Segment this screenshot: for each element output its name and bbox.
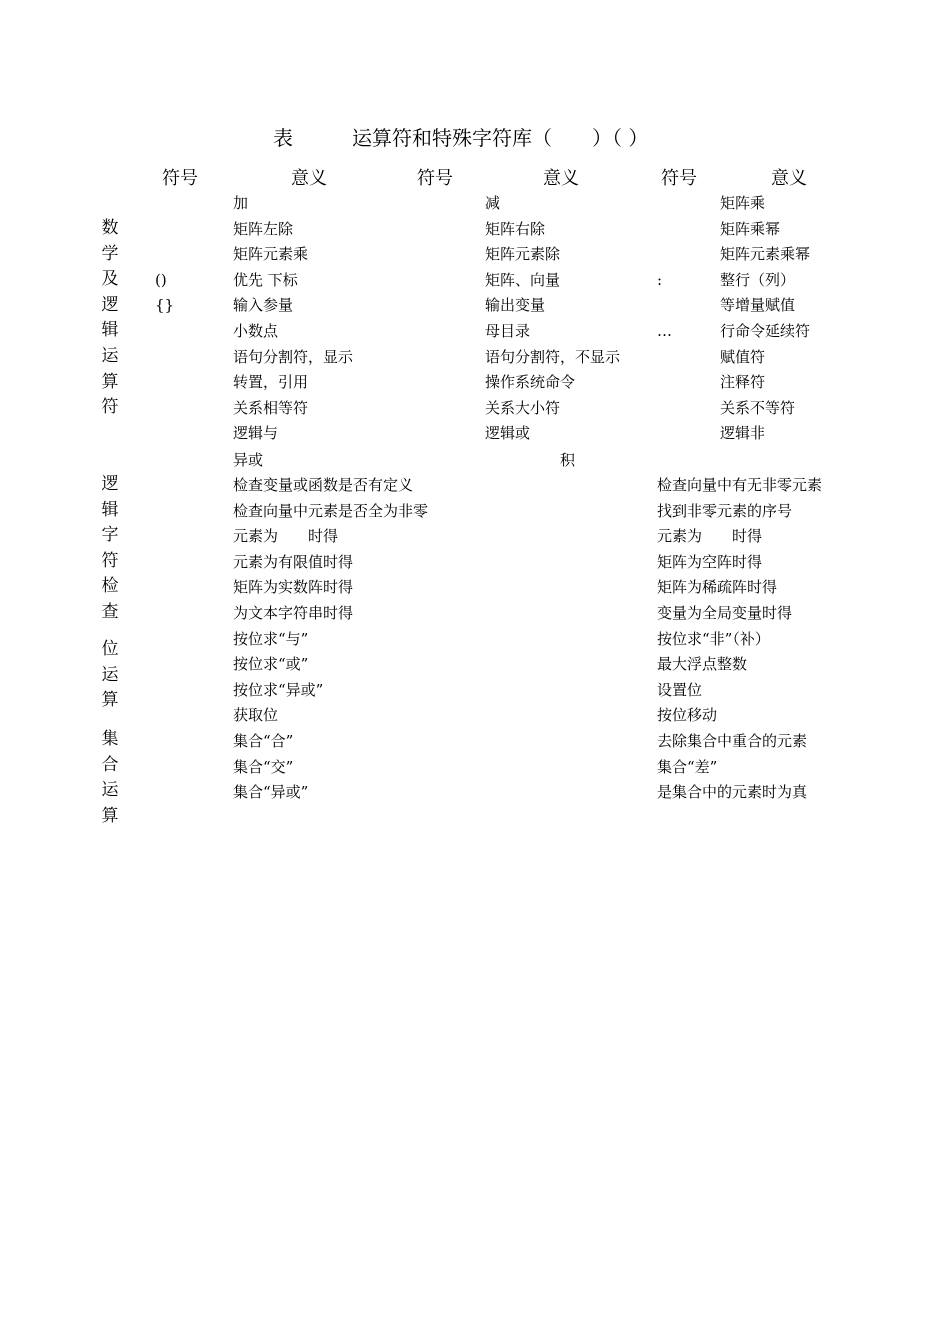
category-char: 算 — [101, 690, 119, 711]
operator-meaning: 矩阵元素乘 — [233, 245, 309, 264]
header-meaning-2: 意义 — [543, 168, 579, 189]
operator-meaning: 语句分割符，显示 — [233, 347, 354, 366]
function-description: 按位移动 — [657, 706, 718, 725]
operator-meaning: 小数点 — [233, 322, 279, 340]
function-description: 矩阵为空阵时得 — [657, 552, 763, 571]
operator-meaning: 加 — [233, 194, 249, 212]
function-description: 按位求“或” — [233, 655, 309, 674]
operator-product-meaning: 积 — [560, 451, 576, 469]
category-char: 逻 — [101, 294, 119, 315]
function-description: 矩阵为稀疏阵时得 — [657, 578, 778, 597]
category-char: 检 — [101, 576, 119, 597]
operator-meaning: 矩阵元素乘幂 — [720, 245, 811, 264]
function-description: 找到非零元素的序号 — [657, 501, 793, 520]
operator-symbol: () — [155, 270, 167, 289]
operator-symbol: {} — [155, 296, 175, 315]
operator-meaning: 等增量赋值 — [720, 296, 796, 315]
table-label: 表 — [273, 126, 293, 150]
operator-meaning: 赋值符 — [720, 347, 766, 366]
operator-symbol: : — [657, 270, 663, 289]
category-char: 及 — [101, 269, 119, 290]
function-description: 获取位 — [233, 706, 279, 725]
category-char: 运 — [101, 664, 119, 685]
header-symbol-1: 符号 — [162, 168, 198, 189]
category-char: 运 — [101, 345, 119, 366]
header-symbol-2: 符号 — [417, 168, 453, 189]
operator-meaning: 逻辑与 — [233, 424, 279, 443]
operator-meaning: 减 — [485, 194, 501, 212]
function-description: 检查变量或函数是否有定义 — [233, 476, 414, 494]
category-char: 运 — [101, 780, 119, 801]
operator-meaning: 矩阵元素除 — [485, 245, 561, 264]
operator-meaning: 矩阵左除 — [233, 219, 294, 238]
category-char: 逻 — [101, 474, 119, 494]
header-symbol-3: 符号 — [661, 168, 697, 189]
function-description: 为文本字符串时得 — [233, 604, 354, 622]
function-description: 检查向量中有无非零元素 — [657, 476, 823, 494]
header-meaning-1: 意义 — [291, 168, 327, 189]
operator-symbol: … — [657, 322, 672, 340]
operator-meaning: 逻辑非 — [720, 424, 766, 443]
operator-meaning: 逻辑或 — [485, 424, 531, 443]
function-description: 集合“合” — [233, 732, 294, 750]
table-title: 运算符和特殊字符库（ ）（ ） — [352, 126, 649, 150]
operator-meaning: 矩阵乘幂 — [720, 219, 781, 238]
category-char: 数 — [101, 218, 119, 238]
category-char: 算 — [101, 805, 119, 826]
function-description: 检查向量中元素是否全为非零 — [233, 501, 429, 520]
operator-meaning: 输出变量 — [485, 296, 546, 315]
category-logic-check — [98, 472, 122, 626]
category-char: 位 — [101, 639, 119, 659]
operator-meaning: 关系大小符 — [485, 398, 561, 417]
function-description: 去除集合中重合的元素 — [657, 732, 808, 750]
header-meaning-3: 意义 — [771, 168, 807, 189]
category-char: 学 — [101, 243, 119, 264]
operator-meaning: 语句分割符，不显示 — [485, 347, 621, 366]
category-char: 字 — [101, 525, 119, 546]
function-description: 集合“异或” — [233, 783, 309, 802]
operator-meaning: 注释符 — [720, 373, 766, 392]
operator-meaning: 矩阵乘 — [720, 194, 766, 212]
function-description: 是集合中的元素时为真 — [657, 783, 808, 802]
operator-meaning: 输入参量 — [233, 296, 294, 315]
operator-meaning: 关系不等符 — [720, 398, 796, 417]
category-char: 辑 — [101, 320, 119, 341]
operator-meaning: 整行（列） — [720, 270, 796, 289]
category-math-logic — [98, 216, 122, 421]
operator-meaning: 矩阵、向量 — [485, 270, 561, 289]
category-char: 合 — [101, 754, 119, 775]
function-description: 按位求“与” — [233, 629, 309, 648]
category-set-ops — [98, 727, 122, 829]
function-description: 设置位 — [657, 680, 703, 699]
operator-meaning: 转置，引用 — [233, 373, 309, 392]
category-char: 查 — [101, 601, 119, 622]
operator-meaning: 母目录 — [485, 322, 531, 340]
category-char: 集 — [101, 729, 119, 749]
category-char: 符 — [101, 550, 119, 571]
function-description: 矩阵为实数阵时得 — [233, 578, 354, 597]
operator-meaning: 行命令延续符 — [720, 322, 811, 340]
function-description: 最大浮点整数 — [657, 655, 748, 674]
category-char: 符 — [101, 397, 119, 418]
function-description: 变量为全局变量时得 — [657, 604, 793, 622]
operator-meaning: 操作系统命令 — [485, 373, 576, 392]
operator-meaning: 矩阵右除 — [485, 219, 546, 238]
category-bitwise — [98, 637, 122, 714]
function-description: 元素为 时得 — [233, 527, 339, 546]
function-description: 集合“交” — [233, 757, 294, 776]
function-description: 按位求“非”（补） — [657, 629, 770, 648]
category-char: 辑 — [101, 499, 119, 520]
category-char: 算 — [101, 371, 119, 392]
operator-meaning: 优先 下标 — [233, 270, 298, 289]
operator-meaning: 关系相等符 — [233, 398, 309, 417]
function-description: 按位求“异或” — [233, 680, 324, 699]
function-description: 元素为有限值时得 — [233, 552, 354, 571]
function-description: 集合“差” — [657, 757, 718, 776]
function-description: 元素为 时得 — [657, 527, 763, 546]
operator-xor-meaning: 异或 — [233, 451, 264, 469]
